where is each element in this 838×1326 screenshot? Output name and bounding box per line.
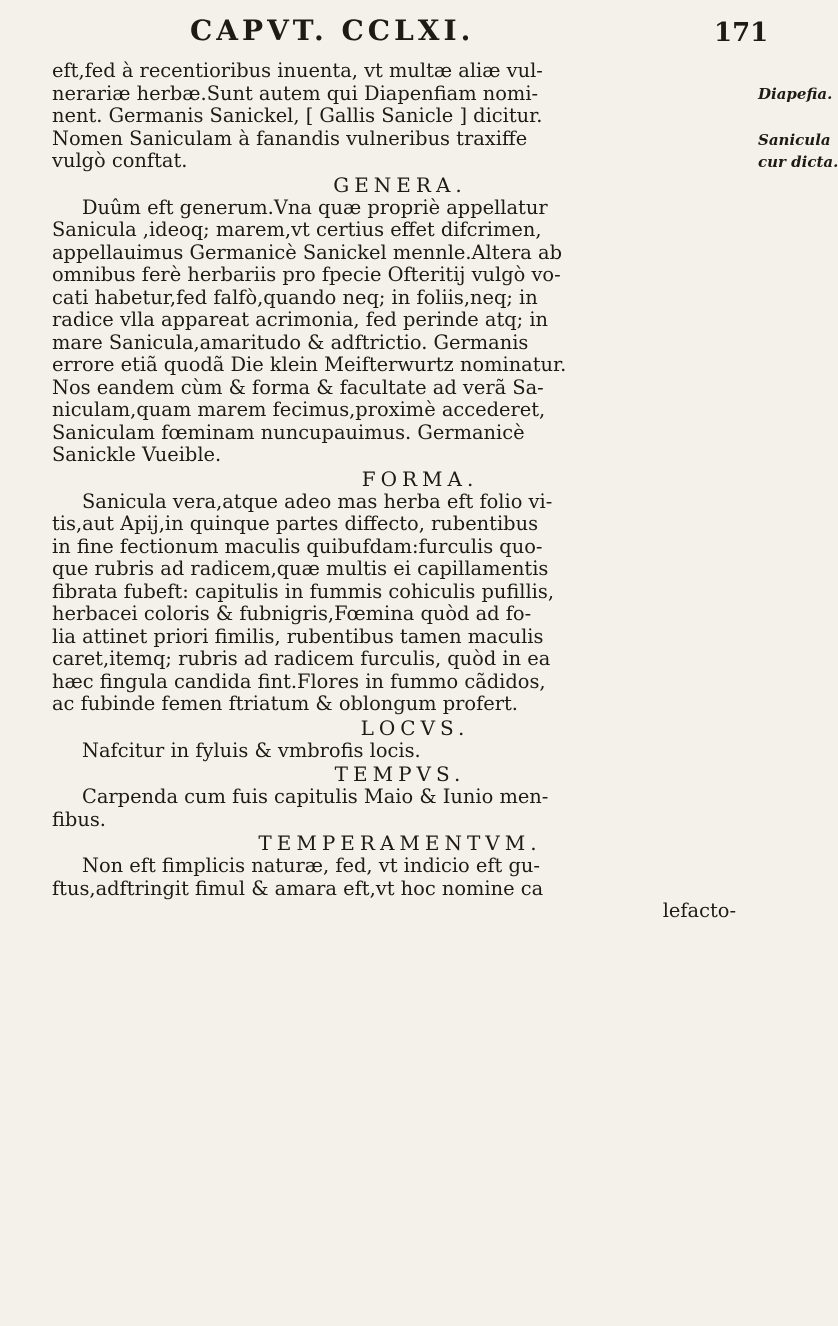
section-heading-tempus: TEMPVS.	[334, 762, 466, 786]
section-heading-forma: FORMA.	[361, 466, 479, 491]
body-text	[52, 60, 748, 923]
section-heading-temperamentum: TEMPERAMENTVM.	[258, 831, 542, 855]
text-line: Nafcitur in fyluis & vmbrofis locis.	[82, 738, 421, 762]
text-line: radice vlla appareat acrimonia, fed perinde atq; in	[52, 308, 549, 331]
text-line: ac fubinde femen ftriatum & oblongum profert.	[52, 692, 518, 715]
text-line: Sanicula ,ideoq; marem,vt certius effet difcrimen,	[52, 218, 542, 241]
text-line: Nomen Saniculam à fanandis vulneribus traxiffe	[52, 126, 528, 150]
text-line: Saniculam fœminam nuncupauimus. Germanicè	[52, 420, 525, 444]
text-line: hæc fingula candida fint.Flores in fummo cãdidos,	[52, 669, 546, 693]
text-line: Sanickle Vueible.	[52, 443, 222, 466]
text-line: errore etiã quodã Die klein Meifterwurtz nominatur.	[52, 353, 567, 376]
text-line: Non eft fimplicis naturæ, fed, vt indicio eft gu-	[82, 854, 540, 877]
text-line: caret,itemq; rubris ad radicem furculis, quòd in ea	[52, 647, 551, 670]
catchword: lefacto-	[662, 899, 736, 922]
margin-note-cur-dicta: cur dicta.	[758, 153, 838, 171]
text-line: herbacei coloris & fubnigris,Fœmina quòd ad fo-	[52, 602, 532, 625]
text-line: nent. Germanis Sanickel, [ Gallis Sanicle ] dicitur.	[52, 104, 543, 127]
text-line: lia attinet priori fimilis, rubentibus tamen maculis	[52, 624, 544, 648]
text-line: Duûm eft generum.Vna quæ propriè appellatur	[82, 195, 548, 219]
text-line: fibus.	[52, 807, 106, 831]
text-line: Sanicula vera,atque adeo mas herba eft folio vi-	[82, 489, 553, 513]
text-line: nerariæ herbæ.Sunt autem qui Diapenfiam nomi-	[52, 81, 539, 105]
text-line: vulgò conftat.	[52, 149, 188, 172]
margin-note-sanicula: Sanicula	[758, 131, 831, 149]
text-line: appellauimus Germanicè Sanickel mennle.Altera ab	[52, 240, 562, 264]
chapter-title: CAPVT. CCLXI.	[190, 14, 475, 47]
text-line: niculam,quam marem fecimus,proximè accederet,	[52, 398, 546, 421]
text-line: tis,aut Apij,in quinque partes diffecto, rubentibus	[52, 512, 539, 535]
text-line: eft,fed à recentioribus inuenta, vt multæ aliæ vul-	[52, 59, 543, 82]
text-line: omnibus ferè herbariis pro fpecie Ofteritij vulgò vo-	[52, 263, 561, 286]
text-line: mare Sanicula,amaritudo & adftrictio. Germanis	[52, 330, 529, 354]
text-line: cati habetur,fed falfò,quando neq; in foliis,neq; in	[52, 285, 538, 309]
section-heading-genera: GENERA.	[333, 172, 467, 197]
text-line: que rubris ad radicem,quæ multis ei capillamentis	[52, 557, 549, 580]
text-line: in fine fectionum maculis quibufdam:furculis quo-	[52, 534, 543, 558]
section-heading-locus: LOCVS.	[360, 715, 470, 740]
text-line: Carpenda cum fuis capitulis Maio & Iunio men-	[82, 785, 549, 808]
text-line: Nos eandem cùm & forma & facultate ad verã Sa-	[52, 375, 544, 399]
text-line: ftus,adftringit fimul & amara eft,vt hoc nomine ca	[52, 876, 544, 900]
text-line: fibrata fubeft: capitulis in fummis cohiculis pufillis,	[52, 579, 554, 603]
margin-note-diapensia: Diapefia.	[758, 85, 833, 103]
page-number: 171	[714, 18, 769, 48]
